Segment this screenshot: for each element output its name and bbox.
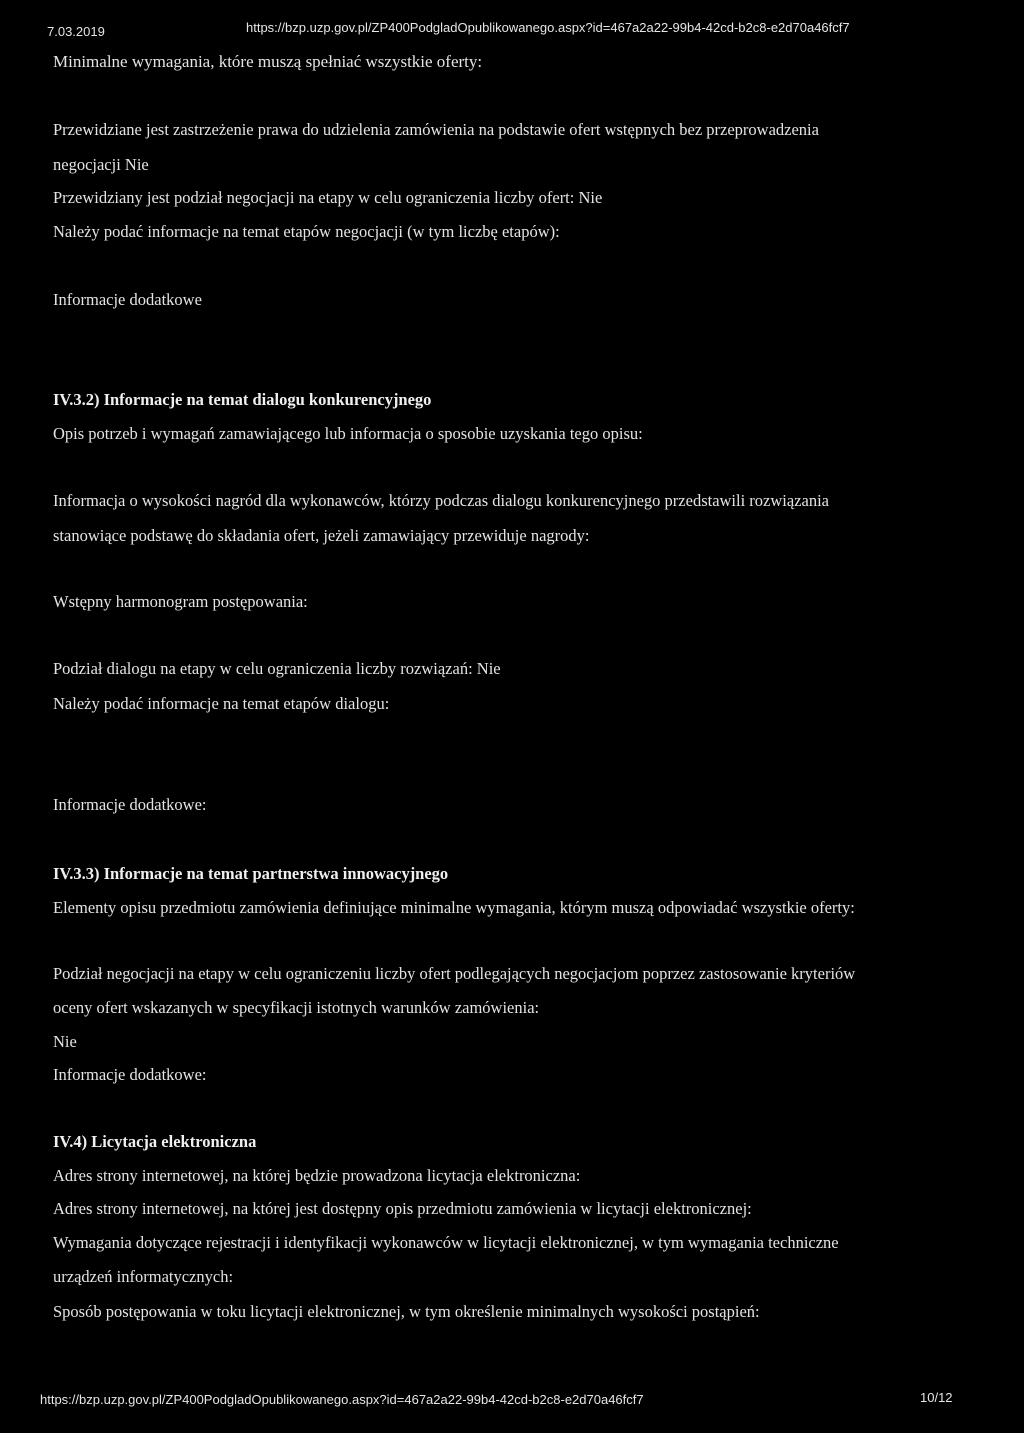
additional-info-label-2: Informacje dodatkowe: xyxy=(53,795,207,814)
reservation-text-line-2: negocjacji Nie xyxy=(53,155,149,174)
prizes-text-line-2: stanowiące podstawę do składania ofert, jeżeli zamawiający przewiduje nagrody: xyxy=(53,526,590,545)
dialogue-stages-text: Podział dialogu na etapy w celu ograniczenia liczby rozwiązań: Nie xyxy=(53,659,501,678)
header-url: https://bzp.uzp.gov.pl/ZP400PodgladOpublikowanego.aspx?id=467a2a22-99b4-42cd-b2c8-e2d70a46fcf7 xyxy=(246,20,850,35)
elements-description-text: Elementy opisu przedmiotu zamówienia definiujące minimalne wymagania, którym muszą odpowiadać wszystkie oferty: xyxy=(53,898,855,917)
section-heading-iv-4: IV.4) Licytacja elektroniczna xyxy=(53,1132,257,1151)
footer-url: https://bzp.uzp.gov.pl/ZP400PodgladOpublikowanego.aspx?id=467a2a22-99b4-42cd-b2c8-e2d70a46fcf7 xyxy=(40,1392,644,1407)
negotiation-stages-info-label: Należy podać informacje na temat etapów negocjacji (w tym liczbę etapów): xyxy=(53,222,560,241)
section-heading-iv-3-2: IV.3.2) Informacje na temat dialogu konkurencyjnego xyxy=(53,390,432,409)
registration-requirements-text-line-1: Wymagania dotyczące rejestracji i identyfikacji wykonawców w licytacji elektronicznej, w tym wymagania techniczne xyxy=(53,1233,839,1252)
dialogue-stages-info-label: Należy podać informacje na temat etapów dialogu: xyxy=(53,694,390,713)
header-date: 7.03.2019 xyxy=(47,24,105,39)
section-heading-iv-3-3: IV.3.3) Informacje na temat partnerstwa innowacyjnego xyxy=(53,864,449,883)
partnership-stages-value: Nie xyxy=(53,1032,77,1051)
partnership-stages-text-line-1: Podział negocjacji na etapy w celu ograniczeniu liczby ofert podlegających negocjacjom poprzez zastosowanie kryteriów xyxy=(53,964,856,983)
additional-info-label-1: Informacje dodatkowe xyxy=(53,290,202,309)
auction-procedure-label: Sposób postępowania w toku licytacji elektronicznej, w tym określenie minimalnych wysokości postąpień: xyxy=(53,1302,760,1321)
prizes-text-line-1: Informacja o wysokości nagród dla wykonawców, którzy podczas dialogu konkurencyjnego przedstawili rozwiązania xyxy=(53,491,830,510)
negotiation-stages-text: Przewidziany jest podział negocjacji na etapy w celu ograniczenia liczby ofert: Nie xyxy=(53,188,603,207)
reservation-text-line-1: Przewidziane jest zastrzeżenie prawa do udzielenia zamówienia na podstawie ofert wstępnych bez przeprowadzenia xyxy=(53,120,819,139)
auction-website-label: Adres strony internetowej, na której będzie prowadzona licytacja elektroniczna: xyxy=(53,1166,581,1185)
min-requirements-label: Minimalne wymagania, które muszą spełniać wszystkie oferty: xyxy=(53,52,483,71)
needs-description-label: Opis potrzeb i wymagań zamawiającego lub informacja o sposobie uzyskania tego opisu: xyxy=(53,424,643,443)
partnership-stages-text-line-2: oceny ofert wskazanych w specyfikacji istotnych warunków zamówienia: xyxy=(53,998,540,1017)
registration-requirements-text-line-2: urządzeń informatycznych: xyxy=(53,1267,234,1286)
footer-page-number: 10/12 xyxy=(920,1390,953,1405)
schedule-label: Wstępny harmonogram postępowania: xyxy=(53,592,308,611)
additional-info-label-3: Informacje dodatkowe: xyxy=(53,1065,207,1084)
auction-description-website-label: Adres strony internetowej, na której jest dostępny opis przedmiotu zamówienia w licytacji elektronicznej: xyxy=(53,1199,752,1218)
